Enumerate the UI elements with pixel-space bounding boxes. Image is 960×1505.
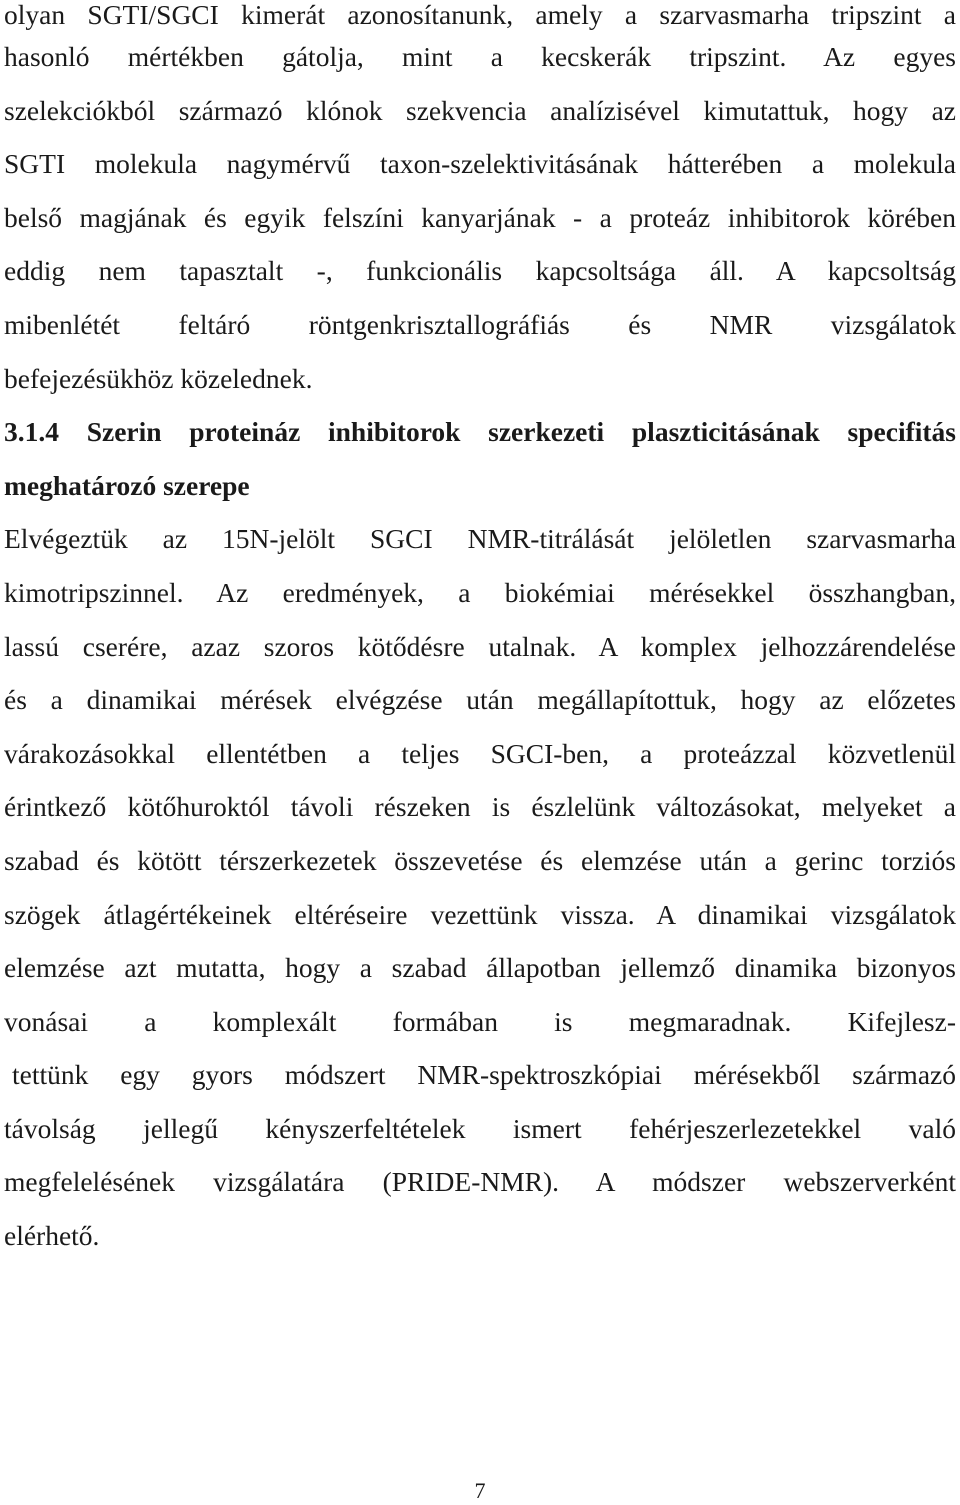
text-line: kimotripszinnel. Az eredmények, a biokémiai mérésekkel összhangban, — [4, 576, 956, 608]
text-line: elemzése azt mutatta, hogy a szabad állapotban jellemző dinamika bizonyos — [4, 952, 956, 984]
text-line: érintkező kötőhuroktól távoli részeken is észlelünk változásokat, melyeket a — [4, 791, 956, 823]
text-line: hasonló mértékben gátolja, mint a kecskerák tripszint. Az egyes — [4, 41, 956, 72]
heading-line: meghatározó szerepe — [4, 469, 250, 501]
text-line: és a dinamikai mérések elvégzése után megállapítottuk, hogy az előzetes — [4, 684, 956, 716]
section-heading — [4, 405, 956, 512]
heading-line: 3.1.4 Szerin proteináz inhibitorok szerkezeti plaszticitásának specifitás — [4, 416, 956, 448]
text-line: Elvégeztük az 15N-jelölt SGCI NMR-titrálását jelöletlen szarvasmarha — [4, 523, 956, 555]
text-line: megfelelésének vizsgálatára (PRIDE-NMR). A módszer webszerverként — [4, 1166, 956, 1198]
text-line: szögek átlagértékeinek eltéréseire vezettünk vissza. A dinamikai vizsgálatok — [4, 898, 956, 930]
text-line: elérhető. — [4, 1220, 100, 1252]
text-line: belső magjának és egyik felszíni kanyarjának - a proteáz inhibitorok körében — [4, 201, 956, 233]
text-line: befejezésükhöz közelednek. — [4, 362, 313, 394]
document-page — [4, 0, 956, 1263]
text-line: szelekciókból származó klónok szekvencia analízisével kimutattuk, hogy az — [4, 94, 956, 126]
page-number: 7 — [474, 1478, 486, 1503]
text-line: olyan SGTI/SGCI kimerát azonosítanunk, amely a szarvasmarha tripszint a — [4, 0, 956, 30]
text-line: szabad és kötött térszerkezetek összevetése és elemzése után a gerinc torziós — [4, 844, 956, 876]
text-line: távolság jellegű kényszerfeltételek ismert fehérjeszerlezetekkel való — [4, 1112, 956, 1144]
section-body — [4, 512, 956, 1262]
text-line: lassú cserére, azaz szoros kötődésre utalnak. A komplex jelhozzárendelése — [4, 630, 956, 662]
text-line: várakozásokkal ellentétben a teljes SGCI-ben, a proteázzal közvetlenül — [4, 737, 956, 769]
text-line: SGTI molekula nagymérvű taxon-szelektivitásának hátterében a molekula — [4, 148, 956, 180]
text-line: mibenlétét feltáró röntgenkrisztallográfiás és NMR vizsgálatok — [4, 308, 956, 340]
paragraph-continued — [4, 0, 956, 405]
text-line: tettünk egy gyors módszert NMR-spektroszkópiai mérésekből származó — [12, 1059, 956, 1091]
text-line: vonásai a komplexált formában is megmaradnak. Kifejlesz- — [4, 1005, 956, 1037]
text-line: eddig nem tapasztalt -, funkcionális kapcsoltsága áll. A kapcsoltság — [4, 255, 956, 287]
